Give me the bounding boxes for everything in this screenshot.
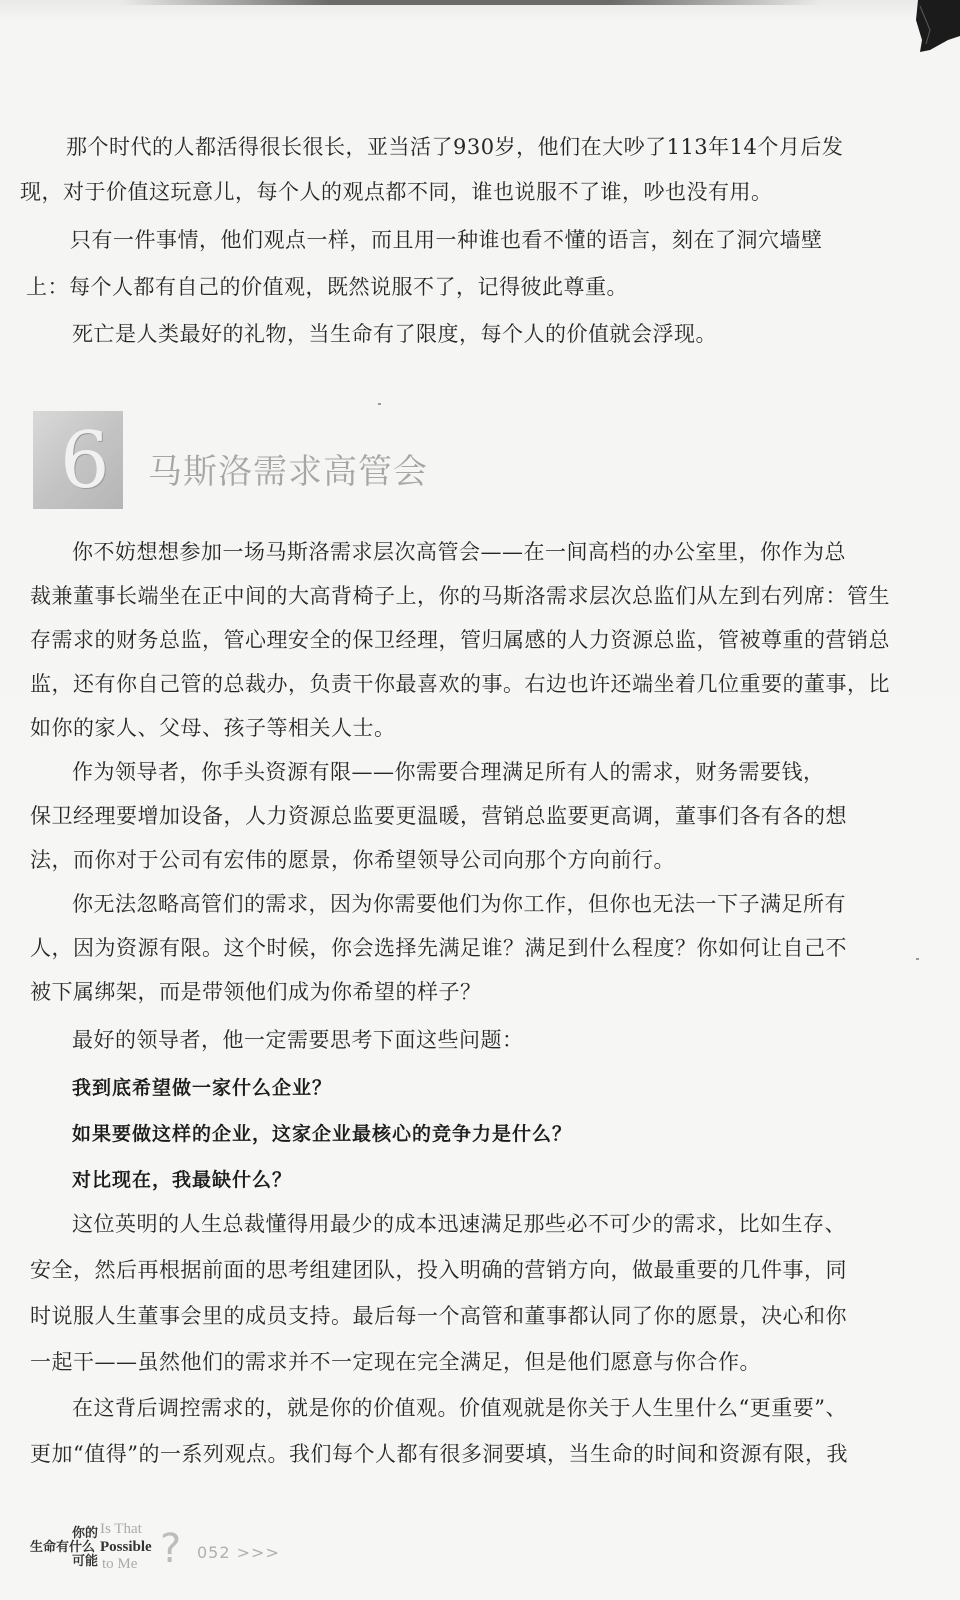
closing-line: 更加“值得”的一系列观点。我们每个人都有很多洞要填，当生命的时间和资源有限，我 [30, 1442, 848, 1466]
body-line: 监，还有你自己管的总裁办，负责干你最喜欢的事。右边也许还端坐着几位重要的董事，比 [30, 672, 890, 696]
closing-line: 时说服人生董事会里的成员支持。最后每一个高管和董事都认同了你的愿景，决心和你 [30, 1304, 847, 1328]
page-speck [916, 958, 919, 960]
closing-line: 一起干——虽然他们的需求并不一定现在完全满足，但是他们愿意与你合作。 [30, 1350, 761, 1374]
body-line: 最好的领导者，他一定需要思考下面这些问题： [72, 1028, 524, 1052]
book-title-cn-3: 可能 [72, 1554, 99, 1569]
closing-line: 这位英明的人生总裁懂得用最少的成本迅速满足那些必不可少的需求，比如生存、 [72, 1212, 846, 1236]
body-line: 保卫经理要增加设备，人力资源总监要更温暖，营销总监要更高调，董事们各有各的想 [30, 804, 847, 828]
book-title-cn-1: 你的 [72, 1526, 99, 1541]
top-paragraph-line-5: 死亡是人类最好的礼物，当生命有了限度，每个人的价值就会浮现。 [72, 322, 717, 346]
top-paragraph-line-2: 现，对于价值这玩意儿，每个人的观点都不同，谁也说服不了谁，吵也没有用。 [20, 180, 773, 204]
top-paragraph-line-4: 上：每个人都有自己的价值观，既然说服不了，记得彼此尊重。 [26, 275, 628, 299]
top-paragraph-line-1: 那个时代的人都活得很长很长，亚当活了930岁，他们在大吵了113年14个月后发 [66, 135, 844, 159]
body-line: 作为领导者，你手头资源有限——你需要合理满足所有人的需求，财务需要钱， [72, 760, 825, 784]
book-title-en-1: Is That [100, 1521, 142, 1537]
page-arrows: >>> [236, 1543, 280, 1562]
page-number-value: 052 [197, 1543, 231, 1562]
page-number [197, 1543, 280, 1562]
body-line: 被下属绑架，而是带领他们成为你希望的样子？ [30, 980, 482, 1004]
page-binding-shadow [120, 0, 820, 5]
folded-corner-icon [890, 0, 960, 60]
closing-line: 在这背后调控需求的，就是你的价值观。价值观就是你关于人生里什么“更重要”、 [72, 1396, 847, 1420]
question-line: 对比现在，我最缺什么？ [72, 1169, 293, 1191]
question-mark-logo: ? [160, 1526, 182, 1572]
body-line: 人，因为资源有限。这个时候，你会选择先满足谁？满足到什么程度？你如何让自己不 [30, 936, 847, 960]
page-footer [30, 1521, 290, 1575]
book-title-cn-2: 生命有什么 [30, 1540, 96, 1555]
question-line: 如果要做这样的企业，这家企业最核心的竞争力是什么？ [72, 1123, 573, 1145]
body-line: 存需求的财务总监，管心理安全的保卫经理，管归属感的人力资源总监，管被尊重的营销总 [30, 628, 890, 652]
body-line: 你不妨想想参加一场马斯洛需求层次高管会——在一间高档的办公室里，你作为总 [72, 540, 846, 564]
body-line: 法，而你对于公司有宏伟的愿景，你希望领导公司向那个方向前行。 [30, 848, 675, 872]
top-paragraph-line-3: 只有一件事情，他们观点一样，而且用一种谁也看不懂的语言，刻在了洞穴墙壁 [70, 228, 823, 252]
section-title: 马斯洛需求高管会 [148, 452, 428, 492]
book-title-en-3: to Me [102, 1556, 138, 1572]
page-speck [378, 403, 381, 405]
body-line: 裁兼董事长端坐在正中间的大高背椅子上，你的马斯洛需求层次总监们从左到右列席：管生 [30, 584, 890, 608]
body-line: 如你的家人、父母、孩子等相关人士。 [30, 716, 396, 740]
section-number: 6 [60, 416, 110, 506]
closing-line: 安全，然后再根据前面的思考组建团队，投入明确的营销方向，做最重要的几件事，同 [30, 1258, 847, 1282]
book-title-en-2: Possible [100, 1539, 152, 1555]
question-line: 我到底希望做一家什么企业？ [72, 1077, 333, 1099]
body-line: 你无法忽略高管们的需求，因为你需要他们为你工作，但你也无法一下子满足所有 [72, 892, 846, 916]
